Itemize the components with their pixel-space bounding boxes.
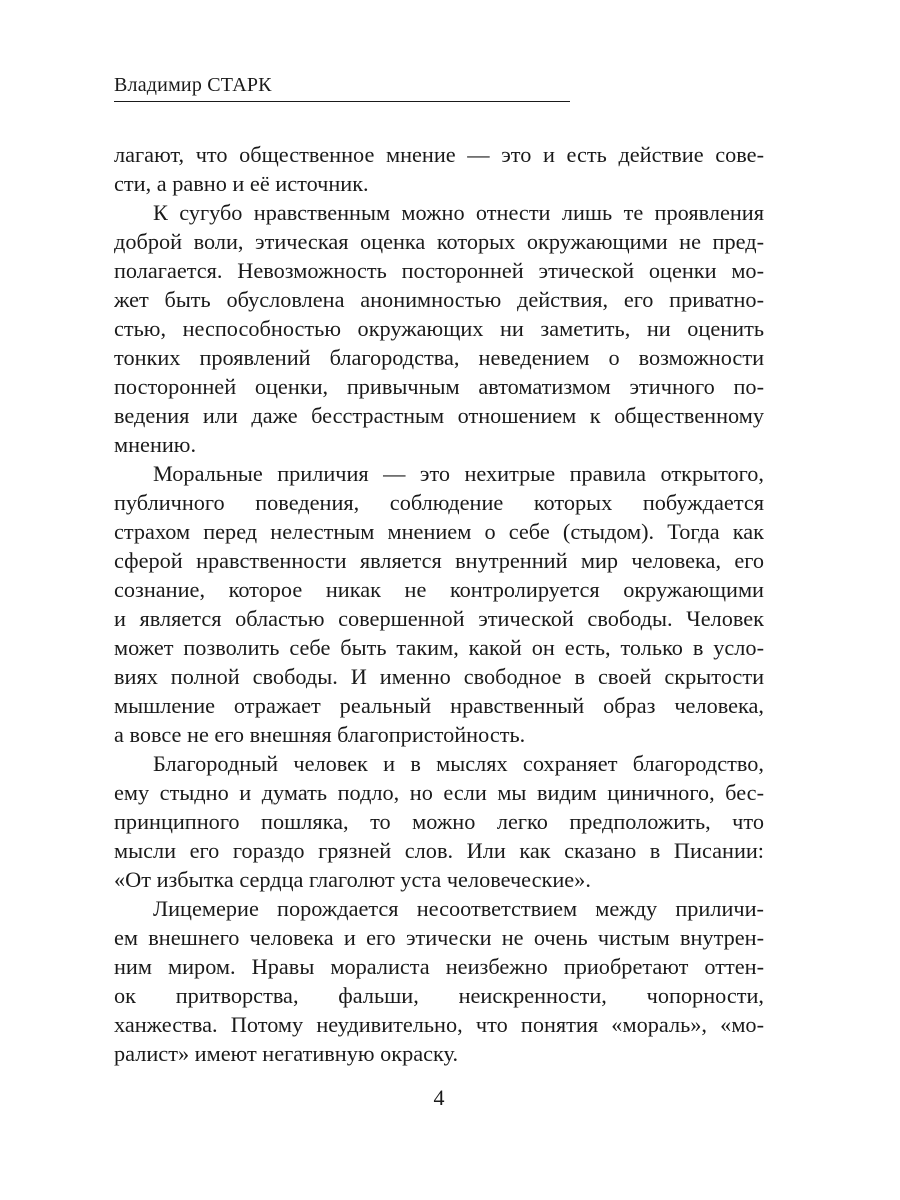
- text-line: и является областью совершенной этической свободы. Человек: [114, 606, 764, 631]
- running-head: Владимир СТАРК: [114, 74, 272, 96]
- text-line: сти, а равно и её источник.: [114, 171, 369, 196]
- text-line: ханжества. Потому неудивительно, что понятия «мораль», «мо-: [114, 1012, 764, 1037]
- text-line: К сугубо нравственным можно отнести лишь те проявления: [153, 200, 764, 225]
- text-line: Лицемерие порождается несоответствием между приличи-: [153, 896, 764, 921]
- text-line: «От избытка сердца глаголют уста человеческие».: [114, 867, 591, 892]
- text-line: публичного поведения, соблюдение которых побуждается: [114, 490, 764, 515]
- text-line: принципного пошляка, то можно легко предположить, что: [114, 809, 764, 834]
- text-line: Моральные приличия — это нехитрые правила открытого,: [153, 461, 764, 486]
- text-line: мысли его гораздо грязней слов. Или как сказано в Писании:: [114, 838, 764, 863]
- text-line: Благородный человек и в мыслях сохраняет благородство,: [153, 751, 764, 776]
- text-line: ему стыдно и думать подло, но если мы видим циничного, бес-: [114, 780, 764, 805]
- text-line: ним миром. Нравы моралиста неизбежно приобретают оттен-: [114, 954, 764, 979]
- text-line: мнению.: [114, 432, 197, 457]
- text-line: доброй воли, этическая оценка которых окружающими не пред-: [114, 229, 764, 254]
- text-line: полагается. Невозможность посторонней этической оценки мо-: [114, 258, 764, 283]
- text-line: виях полной свободы. И именно свободное в своей скрытости: [114, 664, 764, 689]
- text-line: мышление отражает реальный нравственный образ человека,: [114, 693, 764, 718]
- text-line: посторонней оценки, привычным автоматизмом этичного по-: [114, 374, 764, 399]
- text-line: страхом перед нелестным мнением о себе (стыдом). Тогда как: [114, 519, 764, 544]
- text-line: сознание, которое никак не контролируется окружающими: [114, 577, 764, 602]
- text-line: ем внешнего человека и его этически не очень чистым внутрен-: [114, 925, 764, 950]
- text-line: ведения или даже бесстрастным отношением к общественному: [114, 403, 764, 428]
- text-line: тонких проявлений благородства, неведением о возможности: [114, 345, 764, 370]
- text-line: стью, неспособностью окружающих ни заметить, ни оценить: [114, 316, 764, 341]
- text-line: ок притворства, фальши, неискренности, чопорности,: [114, 983, 764, 1008]
- text-line: а вовсе не его внешняя благопристойность.: [114, 722, 526, 747]
- text-line: лагают, что общественное мнение — это и есть действие сове-: [114, 142, 764, 167]
- text-line: ралист» имеют негативную окраску.: [114, 1041, 459, 1066]
- header-rule: [114, 101, 570, 102]
- text-line: жет быть обусловлена анонимностью действия, его приватно-: [114, 287, 764, 312]
- body-text: [114, 140, 764, 1068]
- page-number: 4: [433, 1085, 445, 1110]
- text-line: сферой нравственности является внутренний мир человека, его: [114, 548, 764, 573]
- text-line: может позволить себе быть таким, какой он есть, только в усло-: [114, 635, 764, 660]
